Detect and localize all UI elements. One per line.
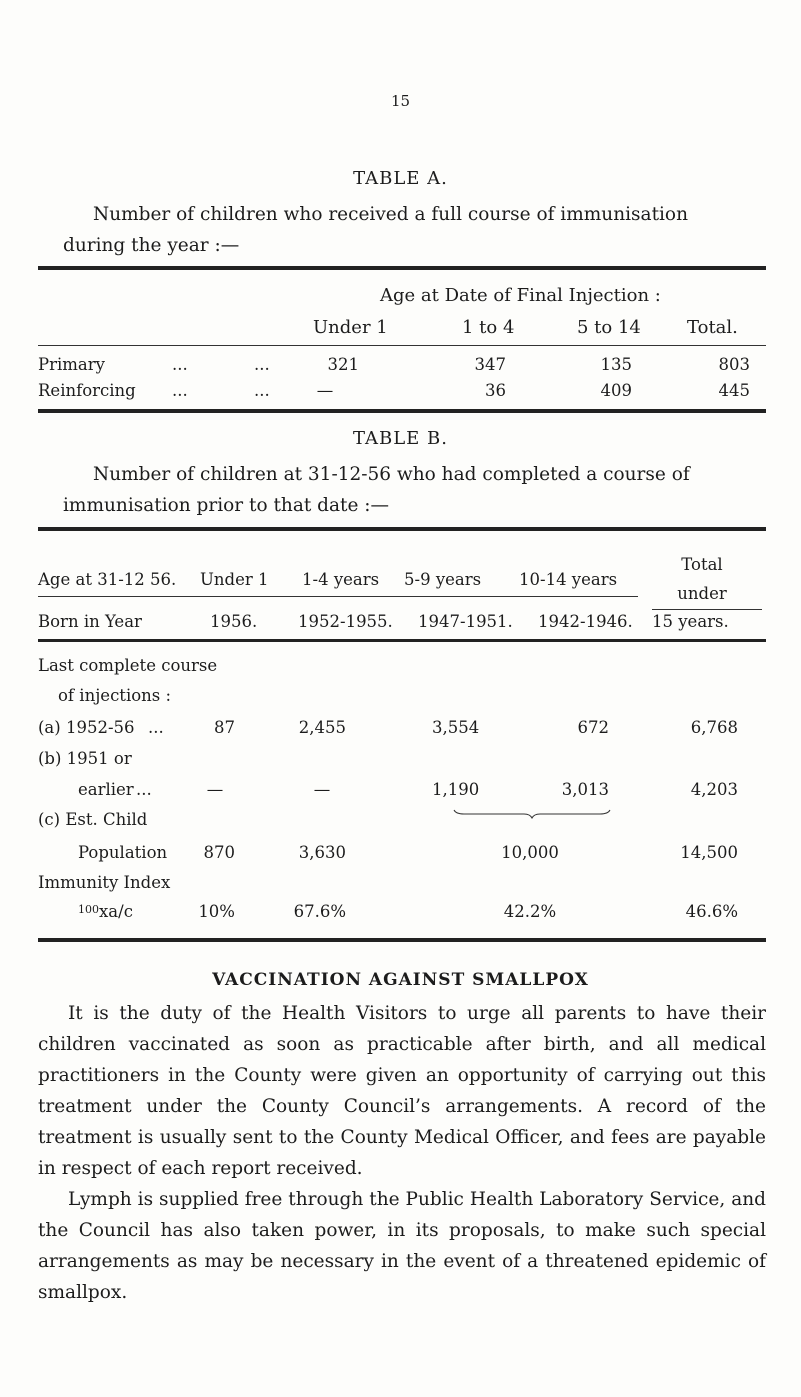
section-label-1: Last complete course [38, 656, 218, 675]
cell-1to4: 347 [474, 355, 506, 374]
cell-10to14: 672 [577, 718, 609, 737]
table-b-header-label: Age at 31-12 56. [38, 570, 177, 589]
cell-total: 14,500 [680, 843, 738, 862]
cell-under1: 321 [327, 355, 359, 374]
born-year-10to14: 1942-1946. [538, 612, 633, 631]
cell-1to4: 2,455 [298, 718, 346, 737]
row-label: Reinforcing [38, 381, 136, 400]
cell-total: 46.6% [685, 902, 738, 921]
row-label: (a) 1952-56 [38, 718, 135, 737]
table-b-total-header-2: under [677, 584, 727, 603]
cell-total: 803 [718, 355, 750, 374]
table-b-header-rule [38, 596, 638, 597]
cell-5to14: 409 [600, 381, 632, 400]
row-label-1: (b) 1951 or [38, 749, 132, 768]
table-a-title: TABLE A. [353, 168, 448, 189]
born-year-1to4: 1952-1955. [298, 612, 393, 631]
table-a-col-5to14: 5 to 14 [577, 317, 641, 338]
table-a-group-header: Age at Date of Final Injection : [380, 285, 661, 306]
paragraph-2: Lymph is supplied free through the Public Health Laboratory Service, and the Council has also taken power, in its proposals, to make such special arrangements as may be necessary in the event of a threatened epidemic of smallpox. [38, 1189, 766, 1303]
cell-5to9: 1,190 [432, 780, 480, 799]
row-label-2: Population [78, 843, 168, 862]
cell-10to14: 3,013 [561, 780, 609, 799]
row-label: Primary [38, 355, 105, 374]
cell-total: 4,203 [690, 780, 738, 799]
cell-under1: — [206, 780, 224, 799]
cell-total: 445 [718, 381, 750, 400]
table-b-top-rule [38, 527, 766, 531]
table-a-top-rule [38, 266, 766, 270]
table-b-born-label: Born in Year [38, 612, 142, 631]
table-b-mid-rule [38, 639, 766, 642]
leader-dots: ... [254, 381, 270, 400]
leader-dots: ... [148, 718, 164, 737]
leader-dots: ... [172, 355, 188, 374]
cell-under1: 870 [203, 843, 235, 862]
table-b-caption: Number of children at 31-12-56 who had completed a course of immunisation prior to that date :— [63, 464, 690, 516]
paragraph-1: It is the duty of the Health Visitors to urge all parents to have their children vaccinated as soon as practicable after birth, and all medical practitioners in the County were given an opportunity of carrying out this treatment under the County Council’s arrangements. A record of the treatment is usually sent to the County Medical Officer, and fees are payable in respect of each report received. [38, 1003, 766, 1179]
table-b-total-rule [652, 609, 762, 610]
cell-1to4: 67.6% [293, 902, 346, 921]
leader-dots: ... [136, 780, 152, 799]
row-label-1: (c) Est. Child [38, 810, 148, 829]
formula-text: xa/c [99, 902, 133, 921]
table-b-col-1to4: 1-4 years [302, 570, 380, 589]
leader-dots: ... [254, 355, 270, 374]
cell-1to4: 36 [485, 381, 506, 400]
cell-total: 6,768 [690, 718, 738, 737]
cell-1to4: 3,630 [298, 843, 346, 862]
table-a-header-rule [38, 345, 766, 346]
table-b-col-10to14: 10-14 years [519, 570, 618, 589]
row-label-2 [78, 902, 133, 921]
cell-5to14: 42.2% [503, 902, 557, 921]
cell-5to9: 3,554 [432, 718, 480, 737]
table-b-total-header-1: Total [681, 555, 723, 574]
page-number: 15 [390, 92, 411, 110]
cell-under1: 10% [198, 902, 235, 921]
born-year-5to9: 1947-1951. [418, 612, 513, 631]
brace-icon [452, 808, 612, 820]
table-a-col-total: Total. [687, 317, 738, 338]
born-year-total: 15 years. [652, 612, 729, 631]
cell-5to14: 10,000 [501, 843, 559, 862]
cell-under1: 87 [214, 718, 235, 737]
born-year-under1: 1956. [210, 612, 258, 631]
table-b-title: TABLE B. [352, 428, 448, 449]
table-a-caption: Number of children who received a full course of immunisation during the year :— [63, 204, 688, 256]
table-a-col-1to4: 1 to 4 [462, 317, 515, 338]
leader-dots: ... [172, 381, 188, 400]
table-b-bottom-rule [38, 938, 766, 942]
table-a-bottom-rule [38, 409, 766, 413]
formula-prefix: 100 [78, 903, 99, 916]
table-a-col-under1: Under 1 [313, 317, 388, 338]
section-heading: VACCINATION AGAINST SMALLPOX [212, 970, 589, 990]
row-label-2: earlier [78, 780, 134, 799]
cell-1to4: — [313, 780, 331, 799]
table-b-col-under1: Under 1 [200, 570, 269, 589]
section-label-2: of injections : [58, 686, 172, 705]
table-b-col-5to9: 5-9 years [404, 570, 482, 589]
cell-5to14: 135 [600, 355, 632, 374]
cell-under1: — [316, 381, 334, 400]
row-label-1: Immunity Index [38, 873, 171, 892]
